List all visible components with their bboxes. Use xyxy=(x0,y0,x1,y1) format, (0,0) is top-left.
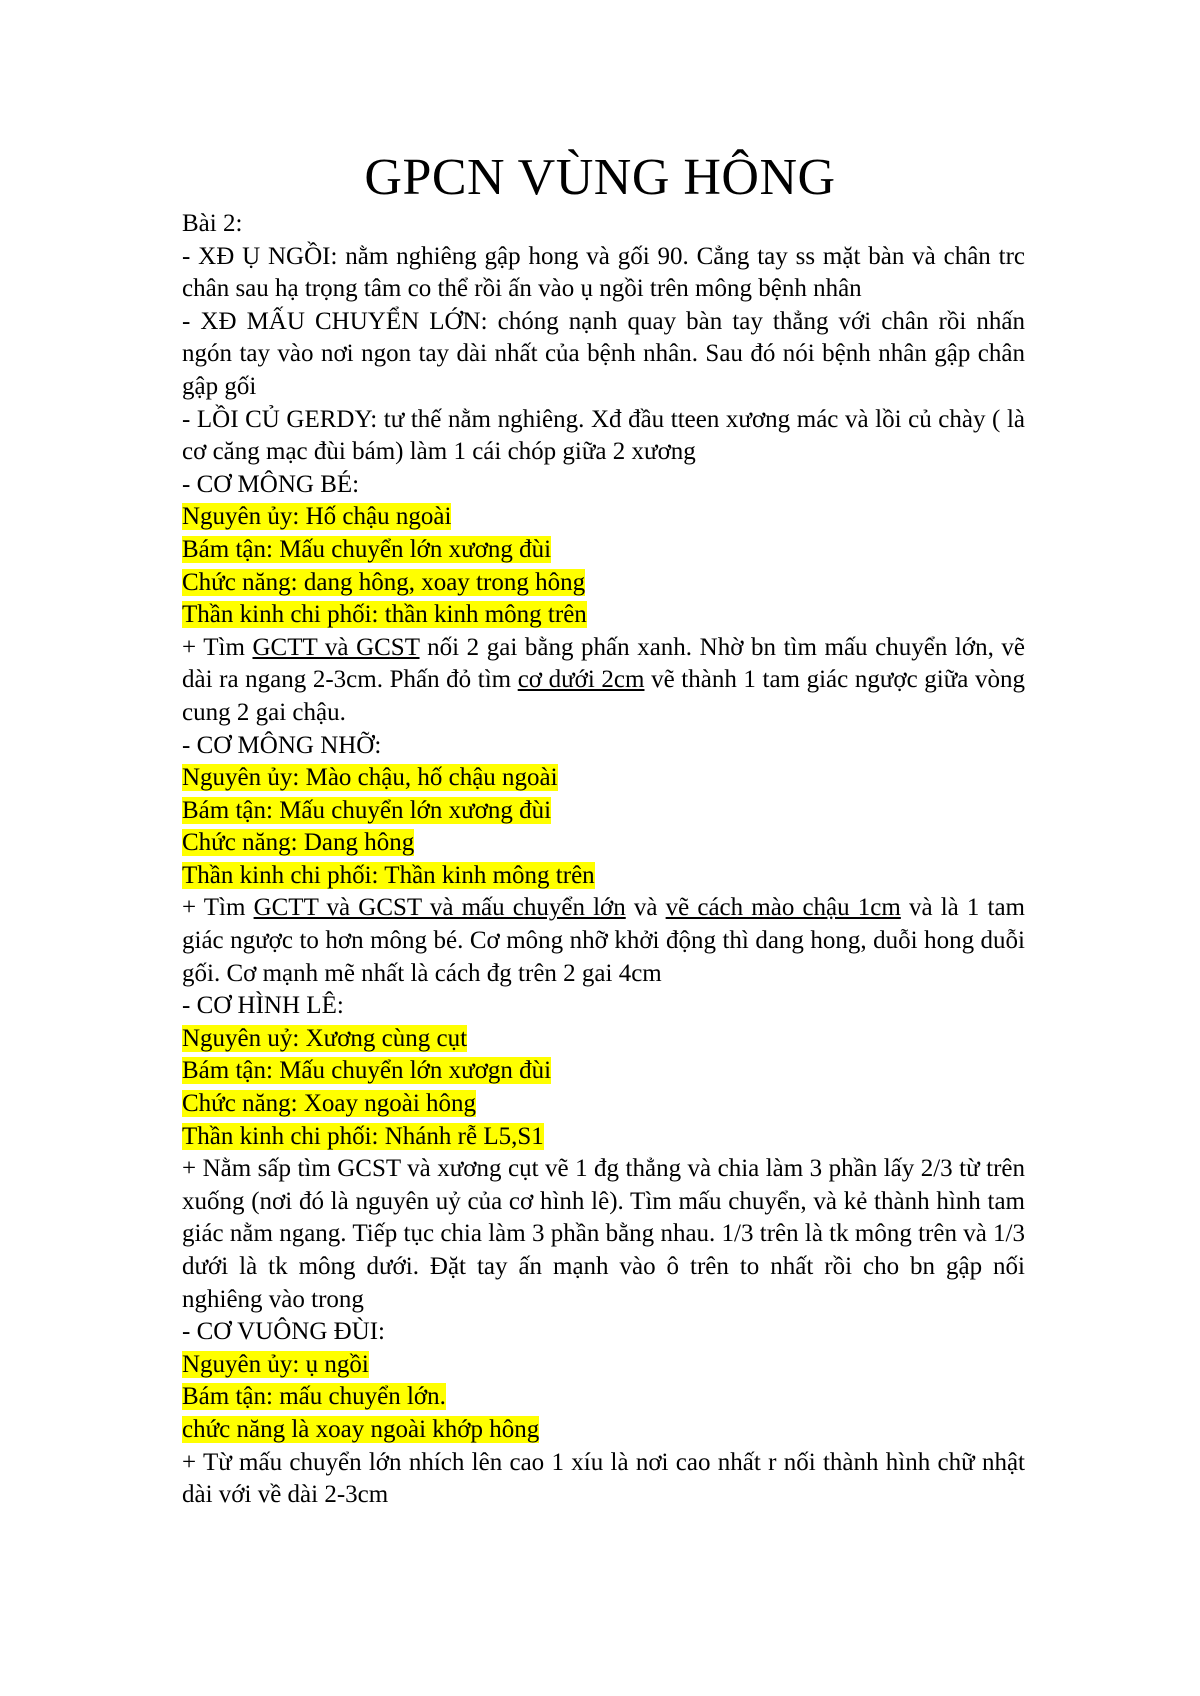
highlighted-line xyxy=(182,1055,1025,1088)
highlighted-line xyxy=(182,534,1025,567)
highlighted-text: Thần kinh chi phối: Nhánh rễ L5,S1 xyxy=(182,1122,544,1150)
highlighted-text: Thần kinh chi phối: Thần kinh mông trên xyxy=(182,861,595,889)
text-paragraph: - CƠ VUÔNG ĐÙI: xyxy=(182,1318,386,1346)
highlighted-line xyxy=(182,1088,1025,1121)
text-paragraph xyxy=(182,632,1025,730)
highlighted-line xyxy=(182,1023,1025,1056)
underlined-text: vẽ cách mào chậu 1cm xyxy=(665,894,901,922)
text-paragraph: + Từ mấu chuyển lớn nhích lên cao 1 xíu là nơi cao nhất r nối thành hình chữ nhật dài với về dài 2-3cm xyxy=(182,1448,1025,1509)
highlighted-line xyxy=(182,1121,1025,1154)
highlighted-text: Chức năng: Xoay ngoài hông xyxy=(182,1090,477,1118)
lesson-heading: Bài 2: xyxy=(182,210,243,237)
highlighted-text: Bám tận: mấu chuyển lớn. xyxy=(182,1383,446,1411)
text-paragraph: + Nằm sấp tìm GCST và xương cụt vẽ 1 đg thẳng và chia làm 3 phần lấy 2/3 từ trên xuống (nơi đó là nguyên uỷ của cơ hình lê). Tìm mấu chuyển, và kẻ thành hình tam giác nằm ngang. Tiếp tục chia làm 3 phần bằng nhau. 1/3 trên là tk mông trên và 1/3 dưới là tk mông dưới. Đặt tay ấn mạnh vào ô trên to nhất rồi cho bn gập nối nghiêng vào trong xyxy=(182,1155,1025,1313)
paragraph-list xyxy=(182,241,1025,1512)
underlined-text: cơ dưới 2cm xyxy=(517,666,645,694)
highlighted-text: Thần kinh chi phối: thần kinh mông trên xyxy=(182,601,587,629)
highlighted-text: chức năng là xoay ngoài khớp hông xyxy=(182,1415,540,1443)
highlighted-line xyxy=(182,1349,1025,1382)
highlighted-line xyxy=(182,827,1025,860)
underlined-text: GCTT và GCST xyxy=(252,633,420,661)
text-paragraph: - CƠ HÌNH LÊ: xyxy=(182,992,344,1020)
highlighted-line xyxy=(182,599,1025,632)
text-paragraph: - XĐ MẤU CHUYỂN LỚN: chóng nạnh quay bàn tay thẳng với chân rồi nhấn ngón tay vào nơi ngon tay dài nhất của bệnh nhân. Sau đó nói bệnh nhân gập chân gập gối xyxy=(182,307,1025,400)
highlighted-line xyxy=(182,567,1025,600)
text-run: nối 2 gai bằng phấn xanh. Nhờ bn tìm mấu chuyển lớn, vẽ dài ra ngang 2-3cm. Phấn đỏ tìm xyxy=(182,633,1026,694)
highlighted-line xyxy=(182,1414,1025,1447)
highlighted-line xyxy=(182,762,1025,795)
text-paragraph xyxy=(182,892,1025,990)
highlighted-text: Bám tận: Mấu chuyển lớn xương đùi xyxy=(182,535,552,563)
highlighted-line xyxy=(182,1381,1025,1414)
document-body xyxy=(182,208,1025,1512)
highlighted-line xyxy=(182,501,1025,534)
highlighted-text: Nguyên uỷ: Xương cùng cụt xyxy=(182,1024,468,1052)
highlighted-line xyxy=(182,795,1025,828)
text-run: + Tìm xyxy=(182,633,253,661)
text-paragraph: - XĐ Ụ NGỒI: nằm nghiêng gập hong và gối 90. Cẳng tay ss mặt bàn và chân trc chân sau hạ trọng tâm co thể rồi ấn vào ụ ngồi trên mông bệnh nhân xyxy=(182,242,1025,303)
highlighted-text: Chức năng: dang hông, xoay trong hông xyxy=(182,568,586,596)
highlighted-line xyxy=(182,860,1025,893)
highlighted-text: Chức năng: Dang hông xyxy=(182,829,415,857)
highlighted-text: Nguyên ủy: Mào chậu, hố chậu ngoài xyxy=(182,764,558,792)
highlighted-text: Bám tận: Mấu chuyển lớn xương đùi xyxy=(182,796,552,824)
text-run: và là 1 tam giác ngược to hơn mông bé. Cơ mông nhỡ khởi động thì dang hong, duỗi hong duỗi gối. Cơ mạnh mẽ nhất là cách đg trên 2 gai 4cm xyxy=(182,894,1025,987)
text-run: + Tìm xyxy=(182,894,254,922)
underlined-text: GCTT và GCST và mấu chuyển lớn xyxy=(253,894,626,922)
document-title: GPCN VÙNG HÔNG xyxy=(364,149,836,206)
highlighted-text: Bám tận: Mấu chuyển lớn xươgn đùi xyxy=(182,1057,552,1085)
highlighted-text: Nguyên ủy: Hố chậu ngoài xyxy=(182,503,452,531)
text-paragraph: - CƠ MÔNG BÉ: xyxy=(182,470,360,498)
text-run: vẽ thành 1 tam giác ngược giữa vòng cung 2 gai chậu. xyxy=(182,666,1025,726)
text-paragraph: - CƠ MÔNG NHỠ: xyxy=(182,731,382,759)
text-paragraph: - LỒI CỦ GERDY: tư thế nằm nghiêng. Xđ đầu tteen xương mác và lồi củ chày ( là cơ căng mạc đùi bám) làm 1 cái chóp giữa 2 xương xyxy=(182,405,1025,466)
text-run: và xyxy=(625,894,666,922)
highlighted-text: Nguyên ủy: ụ ngồi xyxy=(182,1350,369,1378)
